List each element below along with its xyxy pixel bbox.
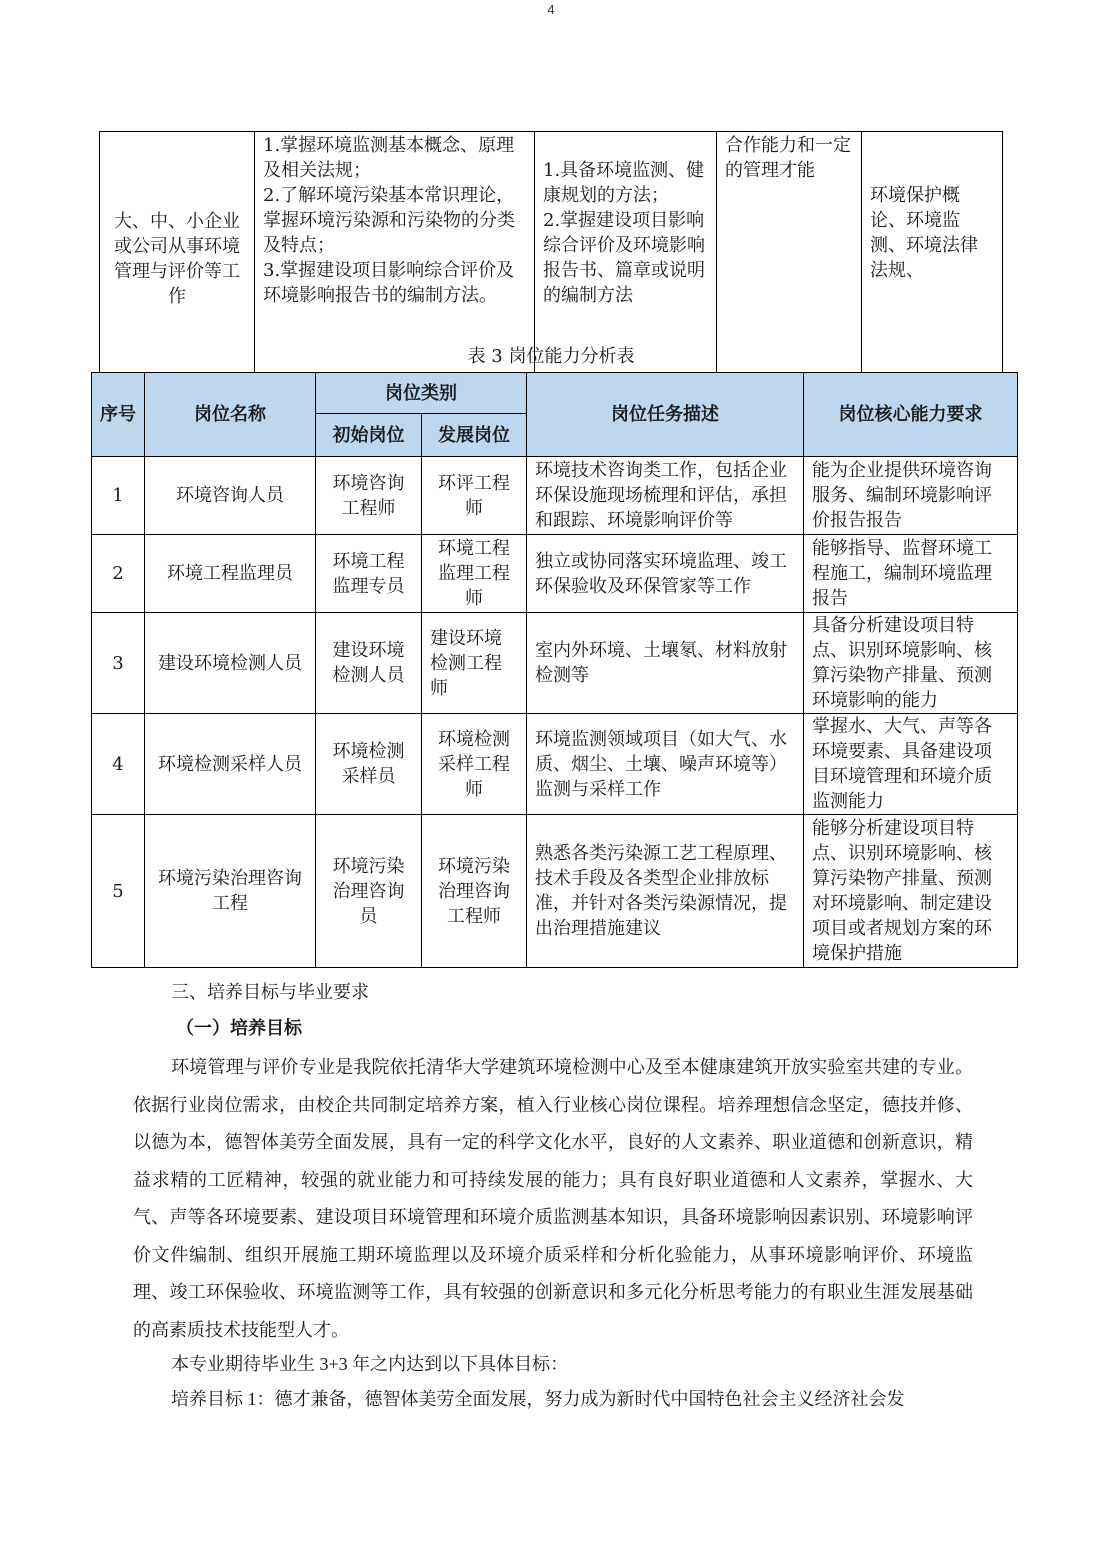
row-task: 环境技术咨询类工作，包括企业环保设施现场梳理和评估，承担和跟踪、环境影响评价等 (527, 457, 804, 535)
skill-cell: 1.具备环境监测、健康规划的方法； 2.掌握建设项目影响综合评价及环境影响报告书、篇章或说明的编制方法 (535, 132, 717, 386)
row-initial: 环境污染治理咨询员 (316, 815, 422, 968)
body-paragraph: 环境管理与评价专业是我院依托清华大学建筑环境检测中心及至本健康建筑开放实验室共建的专业。依据行业岗位需求，由校企共同制定培养方案，植入行业核心岗位课程。培养理想信念坚定，德技并修、以德为本，德智体美劳全面发展，具有一定的科学文化水平，良好的人文素养、职业道德和创新意识，精益求精的工匠精神，较强的就业能力和可持续发展的能力；具有良好职业道德和人文素养，掌握水、大气、声等各环境要素、建设项目环境管理和环境介质监测基本知识，具备环境影响因素识别、环境影响评价文件编制、组织开展施工期环境监理以及环境介质采样和分析化验能力，从事环境影响评价、环境监理、竣工环保验收、环境监测等工作，具有较强的创新意识和多元化分析思考能力的有职业生涯发展基础的高素质技术技能型人才。 (133, 1057, 973, 1341)
page-number: 4 (547, 2, 555, 17)
header-initial: 初始岗位 (316, 414, 422, 457)
row-development: 建设环境检测工程师 (422, 613, 527, 714)
row-name: 环境污染治理咨询工程 (145, 815, 316, 968)
row-development: 环评工程师 (422, 457, 527, 535)
course-cell: 环境保护概论、环境监测、环境法律法规、 (862, 132, 1003, 386)
table-row (92, 815, 1018, 968)
header-development: 发展岗位 (422, 414, 527, 457)
row-initial: 环境咨询工程师 (316, 457, 422, 535)
row-index: 2 (92, 535, 145, 613)
table-row (92, 535, 1018, 613)
quality-cell: 合作能力和一定的管理才能 (717, 132, 862, 386)
knowledge-cell: 1.掌握环境监测基本概念、原理及相关法规； 2.了解环境污染基本常识理论，掌握环境污染源和污染物的分类及特点； 3.掌握建设项目影响综合评价及环境影响报告书的编制方法。 (255, 132, 535, 386)
row-task: 熟悉各类污染源工艺工程原理、技术手段及各类型企业排放标准，并针对各类污染源情况，提出治理措施建议 (527, 815, 804, 968)
row-development: 环境污染治理咨询工程师 (422, 815, 527, 968)
header-core: 岗位核心能力要求 (804, 373, 1018, 457)
row-task: 独立或协同落实环境监理、竣工环保验收及环保管家等工作 (527, 535, 804, 613)
row-index: 4 (92, 714, 145, 815)
row-index: 1 (92, 457, 145, 535)
row-core: 能够指导、监督环境工程施工，编制环境监理报告 (804, 535, 1018, 613)
section-heading: 三、培养目标与毕业要求 (171, 982, 369, 1003)
table-row (92, 457, 1018, 535)
row-core: 具备分析建设项目特点、识别环境影响、核算污染物产排量、预测环境影响的能力 (804, 613, 1018, 714)
row-core: 掌握水、大气、声等各环境要素、具备建设项目环境管理和环境介质监测能力 (804, 714, 1018, 815)
table-row (92, 613, 1018, 714)
job-ability-table (91, 372, 1018, 968)
goal-1: 培养目标 1：德才兼备，德智体美劳全面发展，努力成为新时代中国特色社会主义经济社会发 (171, 1389, 905, 1409)
row-initial: 环境工程监理专员 (316, 535, 422, 613)
row-name: 环境咨询人员 (145, 457, 316, 535)
row-name: 环境工程监理员 (145, 535, 316, 613)
row-initial: 环境检测采样员 (316, 714, 422, 815)
row-task: 室内外环境、土壤氡、材料放射检测等 (527, 613, 804, 714)
header-index: 序号 (92, 373, 145, 457)
row-index: 3 (92, 613, 145, 714)
goal-intro: 本专业期待毕业生 3+3 年之内达到以下具体目标： (171, 1354, 569, 1374)
header-name: 岗位名称 (145, 373, 316, 457)
header-task: 岗位任务描述 (527, 373, 804, 457)
row-name: 环境检测采样人员 (145, 714, 316, 815)
table-caption: 表 3 岗位能力分析表 (467, 346, 635, 367)
row-development: 环境检测采样工程师 (422, 714, 527, 815)
row-initial: 建设环境检测人员 (316, 613, 422, 714)
header-category: 岗位类别 (316, 373, 527, 414)
row-development: 环境工程监理工程师 (422, 535, 527, 613)
row-core: 能够分析建设项目特点、识别环境影响、核算污染物产排量、预测对环境影响、制定建设项目或者规划方案的环境保护措施 (804, 815, 1018, 968)
row-name: 建设环境检测人员 (145, 613, 316, 714)
row-task: 环境监测领域项目（如大气、水质、烟尘、土壤、噪声环境等）监测与采样工作 (527, 714, 804, 815)
row-core: 能为企业提供环境咨询服务、编制环境影响评价报告报告 (804, 457, 1018, 535)
subsection-heading: （一）培养目标 (176, 1018, 302, 1039)
header-row (92, 373, 1018, 414)
row-index: 5 (92, 815, 145, 968)
work-scope-cell: 大、中、小企业或公司从事环境管理与评价等工作 (100, 132, 255, 386)
table-row (92, 714, 1018, 815)
